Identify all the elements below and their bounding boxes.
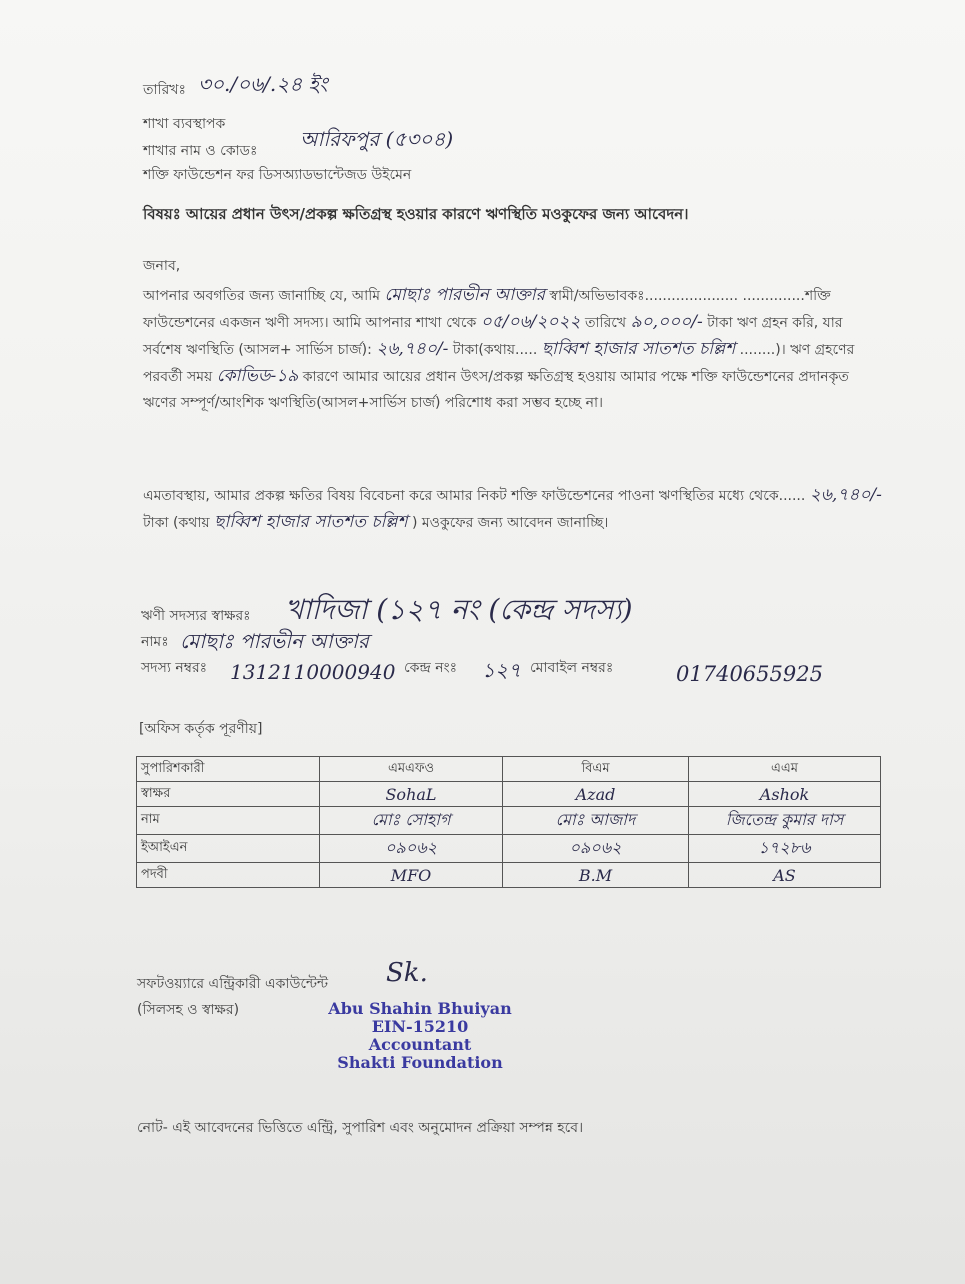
branch-label: শাখার নাম ও কোডঃ: [143, 143, 258, 159]
stamp-line-title: Accountant: [368, 1035, 472, 1054]
am-signature: Ashok: [759, 784, 810, 804]
row-label: স্বাক্ষর: [137, 782, 320, 807]
member-name-label: নামঃ: [141, 634, 169, 650]
office-row-ein: [137, 835, 881, 863]
stamp-line-ein: EIN-15210: [371, 1017, 469, 1036]
stamp-line-name: Abu Shahin Bhuiyan: [328, 999, 512, 1018]
para2-text-2: টাকা (কথায়: [143, 515, 210, 531]
table-cell: [689, 807, 881, 835]
table-cell: [320, 782, 503, 807]
bm-designation: B.M: [578, 865, 613, 885]
member-name-handwritten: মোছাঃ পারভীন আক্তার: [384, 285, 545, 305]
para2-text-3: ) মওকুফের জন্য আবেদন জানাচ্ছি।: [412, 515, 609, 531]
member-name: মোছাঃ পারভীন আক্তার: [180, 629, 369, 653]
waive-amount-handwritten: ২৬,৭৪০/-: [809, 485, 882, 505]
office-row-name: [137, 807, 881, 835]
office-row-designation: [137, 863, 881, 888]
cause-handwritten: কোভিড-১৯: [216, 366, 299, 386]
balance-words-handwritten: ছাব্বিশ হাজার সাতশত চল্লিশ: [541, 339, 736, 359]
branch-value: আরিফপুর (৫৩০৪): [300, 127, 454, 151]
header-am: এএম: [689, 757, 881, 782]
office-table: [136, 756, 881, 888]
organization-line: শক্তি ফাউন্ডেশন ফর ডিসঅ্যাডভান্টেজড উইমেন: [143, 167, 412, 183]
row-label: পদবী: [137, 863, 320, 888]
accountant-seal-stamp: [325, 1000, 515, 1072]
member-signature: খাদিজা (১২৭ নং (কেন্দ্র সদস্য): [285, 593, 633, 626]
para1-text-6: টাকা(কথায়.....: [452, 342, 538, 358]
date-value: ৩০./০৬/.২৪ ইং: [198, 72, 328, 96]
para1-text-8: কারণে আমার আয়ের প্রধান উৎস/প্রকল্প ক্ষতিগ্রস্থ হওয়ায় আমার পক্ষে শক্তি ফাউন্ডেশনের প্রদানকৃত ঋণের সম্পূর্ণ/আংশিক ঋণস্থিতি(আসল+সার্ভিস চার্জ) পরিশোধ করা সম্ভব হচ্ছে না।: [143, 369, 849, 411]
salutation: জনাব,: [143, 258, 181, 274]
header-recommender: সুপারিশকারী: [137, 757, 320, 782]
para1-text-2: স্বামী/অভিভাবকঃ.....................: [549, 288, 739, 304]
mfo-name: মোঃ সোহাগ: [371, 810, 451, 829]
mobile-label: মোবাইল নম্বরঃ: [530, 660, 614, 676]
loan-amount-handwritten: ৯০,০০০/-: [630, 312, 703, 332]
accountant-label: সফটওয়্যারে এন্ট্রিকারী একাউন্টেন্ট: [137, 976, 329, 992]
office-table-header-row: [137, 757, 881, 782]
am-ein: ১৭২৮৬: [758, 838, 811, 857]
office-row-signature: [137, 782, 881, 807]
body-paragraph-1: [143, 282, 883, 416]
mfo-signature: SohaL: [385, 784, 437, 804]
loan-date-handwritten: ০৫/০৬/২০২২: [480, 312, 581, 332]
para1-text-5: টাকা ঋণ গ্রহন করি, যার সর্বশেষ ঋণস্থিতি (আসল+ সার্ভিস চার্জ):: [143, 315, 843, 358]
table-cell: [689, 835, 881, 863]
table-cell: [503, 863, 689, 888]
stamp-line-org: Shakti Foundation: [337, 1053, 503, 1072]
mfo-ein: ০৯০৬২: [385, 838, 437, 857]
waive-words-handwritten: ছাব্বিশ হাজার সাতশত চল্লিশ: [214, 512, 408, 532]
header-mfo: এমএফও: [320, 757, 503, 782]
row-label: ইআইএন: [137, 835, 320, 863]
para2-text-1: এমতাবস্থায়, আমার প্রকল্প ক্ষতির বিষয় বিবেচনা করে আমার নিকট শক্তি ফাউন্ডেশনের পাওনা ঋণস্থিতির মধ্যে থেকে......: [143, 488, 806, 504]
accountant-seal-label: (সিলসহ ও স্বাক্ষর): [137, 1002, 240, 1018]
table-cell: [689, 782, 881, 807]
recipient-line: শাখা ব্যবস্থাপক: [143, 116, 226, 132]
member-signature-label: ঋণী সদস্যর স্বাক্ষরঃ: [141, 608, 251, 624]
row-label: নাম: [137, 807, 320, 835]
member-number: 1312110000940: [230, 660, 396, 684]
para1-text-4: তারিখে: [585, 315, 627, 331]
para1-text-7: ........)। ঋণ গ্রহণের পরবর্তী সময়: [143, 342, 855, 385]
table-cell: [503, 807, 689, 835]
para1-text-1: আপনার অবগতির জন্য জানাচ্ছি যে, আমি: [143, 288, 381, 304]
footer-note: নোট- এই আবেদনের ভিত্তিতে এন্ট্রি, সুপারিশ এবং অনুমোদন প্রক্রিয়া সম্পন্ন হবে।: [137, 1120, 584, 1136]
accountant-signature: Sk.: [386, 958, 428, 988]
table-cell: [503, 782, 689, 807]
header-bm: বিএম: [503, 757, 689, 782]
table-cell: [320, 807, 503, 835]
bm-signature: Azad: [575, 784, 616, 804]
balance-handwritten: ২৬,৭৪০/-: [376, 339, 449, 359]
bm-name: মোঃ আজাদ: [555, 810, 636, 829]
table-cell: [320, 835, 503, 863]
date-label: তারিখঃ: [143, 82, 186, 98]
am-designation: AS: [773, 865, 796, 885]
body-paragraph-2: [143, 482, 883, 536]
member-number-label: সদস্য নম্বরঃ: [141, 660, 208, 676]
para1-text-3: ..............শক্তি ফাউন্ডেশনের একজন ঋণী সদস্য। আমি আপনার শাখা থেকে: [143, 288, 831, 331]
mobile-number: 01740655925: [676, 662, 823, 686]
bm-ein: ০৯০৬২: [569, 838, 622, 857]
subject-line: বিষয়ঃ আয়ের প্রধান উৎস/প্রকল্প ক্ষতিগ্রস্থ হওয়ার কারণে ঋণস্থিতি মওকুফের জন্য আবেদন।: [143, 205, 689, 223]
am-name: জিতেন্দ্র কুমার দাস: [725, 810, 844, 829]
table-cell: [689, 863, 881, 888]
center-number: ১২৭: [482, 658, 521, 682]
table-cell: [320, 863, 503, 888]
table-cell: [503, 835, 689, 863]
mfo-designation: MFO: [390, 865, 432, 885]
center-label: কেন্দ্র নংঃ: [404, 660, 458, 676]
office-section-title: [অফিস কর্তৃক পূরণীয়]: [139, 721, 263, 737]
